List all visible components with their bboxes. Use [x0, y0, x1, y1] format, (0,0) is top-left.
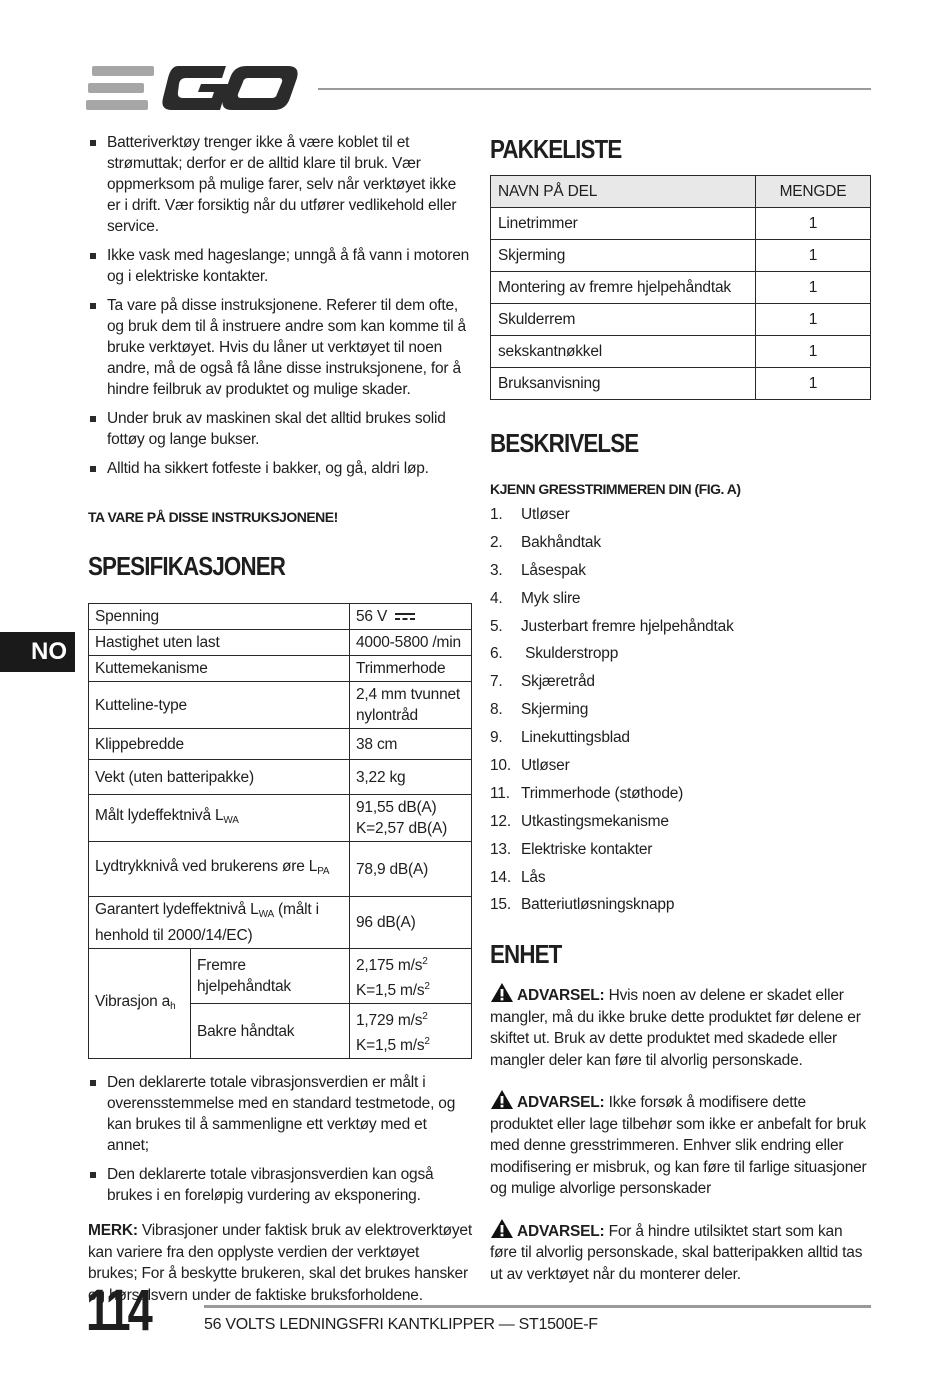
- spec-value: 78,9 dB(A): [350, 842, 472, 897]
- save-instructions-note: TA VARE PÅ DISSE INSTRUKSJONENE!: [88, 509, 338, 525]
- table-row: [491, 336, 871, 368]
- spec-value: 3,22 kg: [350, 760, 472, 795]
- part-name: Montering av fremre hjelpehåndtak: [491, 272, 756, 304]
- list-item: 1. Utløser: [490, 506, 570, 523]
- warning-2: ADVARSEL: Ikke forsøk å modifisere dette produktet eller lage tilbehør som ikke er anbefalt for bruk med denne gresstrimmeren. Enhver slik endring eller modifisering er misbruk, og kan føre til farlige situasjoner og mulige alvorlige personskader: [490, 1089, 871, 1200]
- spec-value: 38 cm: [350, 729, 472, 760]
- page-number: 114: [86, 1278, 150, 1343]
- table-row: [89, 842, 472, 897]
- table-row: [89, 760, 472, 795]
- table-row: [491, 304, 871, 336]
- spec-label: Vekt (uten batteripakke): [89, 760, 350, 795]
- list-item: Ta vare på disse instruksjonene. Referer til dem ofte, og bruk dem til å instruere andre som kan komme til å bruke verktøyet. Hvis du låner ut verktøyet til noen andre, må de også få låne disse instruksjonene, for å hindre feilbruk av produktet og mulige skader.: [88, 295, 472, 400]
- ego-logo: [86, 62, 301, 114]
- list-item: 6. Skulderstropp: [490, 645, 619, 663]
- spec-label: Fremre hjelpehåndtak: [191, 949, 350, 1004]
- unit-title: ENHET: [490, 939, 562, 970]
- warning-icon: [490, 1218, 514, 1239]
- list-item: Den deklarerte totale vibrasjonsverdien er målt i overensstemmelse med en standard testmetode, og kan brukes til å sammenligne ett verktøy med et annet;: [88, 1072, 472, 1156]
- part-name: Skulderrem: [491, 304, 756, 336]
- footer-title: 56 VOLTS LEDNINGSFRI KANTKLIPPER — ST1500E-F: [204, 1316, 598, 1333]
- safety-bullets: [88, 132, 472, 479]
- part-qty: 1: [756, 336, 871, 368]
- list-item: 4. Myk slire: [490, 589, 581, 607]
- language-tab: NO: [0, 632, 75, 672]
- spec-label: Målt lydeffektnivå $L_{WA}$: [89, 795, 350, 842]
- part-qty: 1: [756, 304, 871, 336]
- warning-1: ADVARSEL: Hvis noen av delene er skadet eller mangler, må du ikke bruke dette produktet før delene er skiftet ut. Bruk av dette produktet med skadede eller mangler deler kan føre til alvorlig personskade.: [490, 982, 871, 1071]
- table-row: [89, 604, 472, 630]
- spec-value: 2,4 mm tvunnet nylontråd: [350, 682, 472, 729]
- table-row: [89, 795, 472, 842]
- part-name: Linetrimmer: [491, 208, 756, 240]
- part-qty: 1: [756, 272, 871, 304]
- spec-label: Vibrasjon $a_h$: [89, 949, 191, 1059]
- list-item: 11. Trimmerhode (støthode): [490, 784, 684, 802]
- parts-list: [490, 501, 871, 919]
- list-item: 7. Skjæretråd: [490, 673, 595, 691]
- part-name: Bruksanvisning: [491, 368, 756, 400]
- table-row: [491, 208, 871, 240]
- list-item: Ikke vask med hageslange; unngå å få vann i motoren og i elektriske kontakter.: [88, 245, 472, 287]
- spec-value: 2,175 $m/s^2$ K=1,5 $m/s^2$: [350, 949, 472, 1004]
- spec-label: Lydtrykknivå ved brukerens øre $L_{PA}$: [89, 842, 350, 897]
- spec-label: Bakre håndtak: [191, 1004, 350, 1059]
- spec-value: 96 dB(A): [350, 897, 472, 949]
- list-item: 15. Batteriutløsningsknapp: [490, 896, 675, 914]
- spec-label: Garantert lydeffektnivå $L_{WA}$ (målt i henhold til 2000/14/EC): [89, 897, 350, 949]
- list-item: 8. Skjerming: [490, 701, 589, 719]
- spec-label: Kuttemekanisme: [89, 656, 350, 682]
- spec-title: SPESIFIKASJONER: [88, 551, 286, 581]
- table-row: [89, 656, 472, 682]
- spec-label: Kutteline-type: [89, 682, 350, 729]
- dc-symbol-icon: [395, 612, 415, 622]
- list-item: 10. Utløser: [490, 757, 570, 775]
- list-item: 9. Linekuttingsblad: [490, 729, 630, 747]
- part-qty: 1: [756, 208, 871, 240]
- spec-value: Trimmerhode: [350, 656, 472, 682]
- spec-table: [88, 603, 472, 1059]
- pack-table: [490, 175, 871, 400]
- list-item: Den deklarerte totale vibrasjonsverdien kan også brukes i en foreløpig vurdering av eksponering.: [88, 1164, 472, 1206]
- table-row: [89, 729, 472, 760]
- list-item: 14. Lås: [490, 868, 546, 886]
- right-column: [490, 132, 871, 1285]
- table-row: [89, 682, 472, 729]
- part-name: Skjerming: [491, 240, 756, 272]
- description-subtitle: KJENN GRESSTRIMMEREN DIN (FIG. A): [490, 481, 741, 497]
- part-qty: 1: [756, 368, 871, 400]
- spec-label: Hastighet uten last: [89, 630, 350, 656]
- description-title: BESKRIVELSE: [490, 428, 639, 458]
- spec-value: 91,55 dB(A) K=2,57 dB(A): [350, 795, 472, 842]
- pack-title: PAKKELISTE: [490, 134, 622, 164]
- table-row: [89, 949, 472, 1004]
- list-item: 3. Låsespak: [490, 561, 586, 579]
- list-item: Batteriverktøy trenger ikke å være koblet til et strømuttak; derfor er de alltid klare til bruk. Vær oppmerksom på mulige farer, selv når verktøyet ikke er i drift. Vær forsiktig når du utfører vedlikehold eller service.: [88, 132, 472, 237]
- part-name: sekskantnøkkel: [491, 336, 756, 368]
- table-row: [89, 897, 472, 949]
- table-row: [491, 240, 871, 272]
- part-qty: 1: [756, 240, 871, 272]
- warning-icon: [490, 1089, 514, 1110]
- column-header: NAVN PÅ DEL: [491, 176, 756, 208]
- warning-3: ADVARSEL: For å hindre utilsiktet start som kan føre til alvorlig personskade, skal batteripakken alltid tas ut av verktøyet når du monterer deler.: [490, 1218, 871, 1286]
- spec-label: Klippebredde: [89, 729, 350, 760]
- table-header: [491, 176, 871, 208]
- list-item: 13. Elektriske kontakter: [490, 840, 653, 858]
- footer-rule: [204, 1305, 871, 1308]
- spec-value: 4000-5800 /min: [350, 630, 472, 656]
- left-column: [88, 132, 472, 1306]
- vibration-note: MERK: Vibrasjoner under faktisk bruk av elektroverktøyet kan variere fra den opplyste verdien der verktøyet brukes; For å beskytte brukeren, skal det brukes hansker og hørselsvern under de faktiske bruksforholdene.: [88, 1222, 472, 1304]
- spec-value: 56 V: [350, 604, 472, 630]
- warning-icon: [490, 982, 514, 1003]
- list-item: Alltid ha sikkert fotfeste i bakker, og gå, aldri løp.: [88, 458, 472, 479]
- spec-value: 1,729 $m/s^2$ K=1,5 $m/s^2$: [350, 1004, 472, 1059]
- table-row: [491, 368, 871, 400]
- spec-label: Spenning: [89, 604, 350, 630]
- list-item: 5. Justerbart fremre hjelpehåndtak: [490, 617, 734, 635]
- table-row: [89, 630, 472, 656]
- list-item: Under bruk av maskinen skal det alltid brukes solid fottøy og lange bukser.: [88, 408, 472, 450]
- table-row: [491, 272, 871, 304]
- list-item: 2. Bakhåndtak: [490, 533, 601, 551]
- list-item: 12. Utkastingsmekanisme: [490, 812, 669, 830]
- column-header: MENGDE: [756, 176, 871, 208]
- vibration-bullets: [88, 1072, 472, 1206]
- header-rule: [318, 88, 871, 90]
